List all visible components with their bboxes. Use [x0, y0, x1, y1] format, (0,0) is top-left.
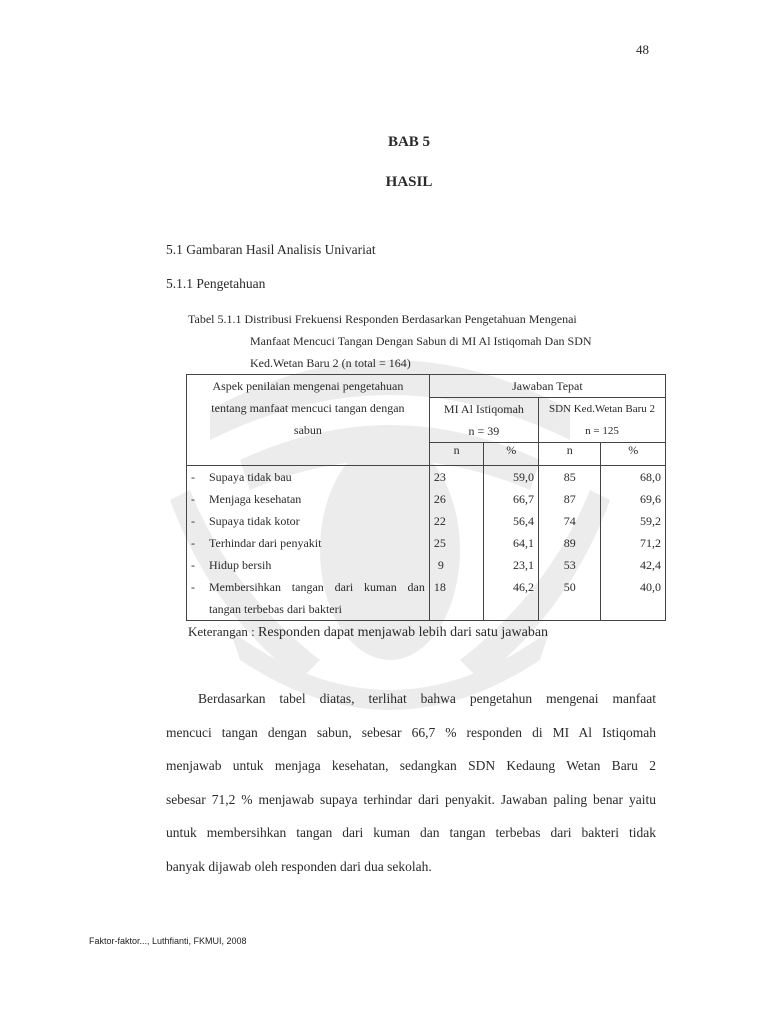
cell-value: 50 [563, 580, 576, 594]
page-number: 48 [636, 42, 649, 57]
table-caption-line: Manfaat Mencuci Tangan Dengan Sabun di MI Al Istiqomah Dan SDN [250, 334, 592, 348]
table-caption [188, 308, 658, 374]
cell-value: 23,1 [513, 558, 535, 572]
note-text: Responden dapat menjawab lebih dari satu jawaban [258, 625, 549, 640]
aspect-header-line: tentang manfaat mencuci tangan dengan [211, 401, 405, 415]
cell-value: 40,0 [640, 580, 661, 594]
paragraph-line: banyak dijawab oleh responden dari dua sekolah. [166, 858, 432, 874]
cell-value: 25 [433, 536, 446, 550]
cell-value: 64,1 [513, 536, 535, 550]
subsection-heading: 5.1.1 Pengetahuan [166, 276, 266, 291]
aspect-label: Membersihkan tangan dari kuman dan [209, 580, 425, 594]
cell-value: 23 [433, 470, 446, 484]
school1-name: MI Al Istiqomah [443, 402, 524, 416]
table-row: - Membersihkan tangan dari kuman dan [191, 576, 425, 598]
aspect-label: Supaya tidak kotor [209, 514, 300, 528]
table-row: - Supaya tidak bau [191, 466, 425, 488]
school2-pct-values [601, 466, 666, 621]
col-n-header: n [539, 443, 601, 466]
paragraph-line: untuk membersihkan tangan dari kuman dan tangan terbebas dari bakteri tidak [166, 825, 656, 840]
aspect-header-line: sabun [293, 423, 322, 437]
table-note [188, 624, 548, 641]
table-caption-line: Ked.Wetan Baru 2 (n total = 164) [250, 356, 411, 370]
aspect-label: Hidup bersih [209, 558, 272, 572]
cell-value: 66,7 [513, 492, 535, 506]
cell-value: 42,4 [640, 558, 661, 572]
school2-n: n = 125 [585, 425, 619, 437]
cell-value: 18 [433, 580, 446, 594]
cell-value: 59,0 [513, 470, 535, 484]
table-row: - Hidup bersih [191, 554, 425, 576]
cell-value: 74 [563, 514, 576, 528]
group-header: Jawaban Tepat [429, 375, 665, 398]
school1-n: n = 39 [468, 424, 500, 438]
cell-value: 71,2 [640, 536, 661, 550]
school1-n-values [429, 466, 484, 621]
table-row: - Terhindar dari penyakit [191, 532, 425, 554]
note-label: Keterangan : [188, 624, 259, 639]
body-paragraph [166, 682, 656, 883]
table-caption-line: Tabel 5.1.1 Distribusi Frekuensi Responden Berdasarkan Pengetahuan Mengenai [188, 312, 577, 326]
cell-value: 26 [433, 492, 446, 506]
aspect-header-line: Aspek penilaian mengenai pengetahuan [212, 379, 404, 393]
cell-value: 68,0 [640, 470, 661, 484]
aspect-label: Menjaga kesehatan [209, 492, 302, 506]
paragraph-line: mencuci tangan dengan sabun, sebesar 66,7 % responden di MI Al Istiqomah [166, 724, 656, 740]
paragraph-line: menjawab untuk menjaga kesehatan, sedangkan SDN Kedaung Wetan Baru 2 [166, 758, 656, 773]
paragraph-line: sebesar 71,2 % menjawab supaya terhindar dari penyakit. Jawaban paling benar yaitu [166, 791, 656, 807]
chapter-title: HASIL [385, 174, 433, 190]
paragraph-line: Berdasarkan tabel diatas, terlihat bahwa pengetahun mengenai manfaat [198, 691, 656, 706]
school2-name: SDN Ked.Wetan Baru 2 [548, 403, 656, 415]
chapter-heading: BAB 5 [387, 134, 431, 150]
table-row-continuation [191, 598, 425, 620]
cell-value: 22 [433, 514, 446, 528]
col-n-header: n [429, 443, 484, 466]
cell-value: 59,2 [640, 514, 661, 528]
aspect-list [187, 466, 430, 621]
school2-header [539, 398, 666, 443]
aspect-label: tangan terbebas dari bakteri [209, 602, 342, 616]
cell-value: 69,6 [640, 492, 661, 506]
cell-value: 53 [563, 558, 576, 572]
page-footer: Faktor-faktor..., Luthfianti, FKMUI, 2008 [89, 936, 247, 946]
col-pct-header: % [484, 443, 539, 466]
cell-value: 87 [563, 492, 576, 506]
table-row: - Menjaga kesehatan [191, 488, 425, 510]
school1-header [429, 398, 538, 443]
col-pct-header: % [601, 443, 666, 466]
aspect-label: Terhindar dari penyakit [209, 536, 322, 550]
aspect-header [187, 375, 430, 466]
school2-n-values [539, 466, 601, 621]
cell-value: 9 [437, 558, 444, 572]
frequency-table [186, 374, 666, 621]
cell-value: 46,2 [513, 580, 535, 594]
section-heading: 5.1 Gambaran Hasil Analisis Univariat [166, 242, 376, 257]
aspect-label: Supaya tidak bau [209, 470, 292, 484]
cell-value: 89 [563, 536, 576, 550]
school1-pct-values [484, 466, 539, 621]
cell-value: 85 [563, 470, 576, 484]
table-row: - Supaya tidak kotor [191, 510, 425, 532]
cell-value: 56,4 [513, 514, 535, 528]
